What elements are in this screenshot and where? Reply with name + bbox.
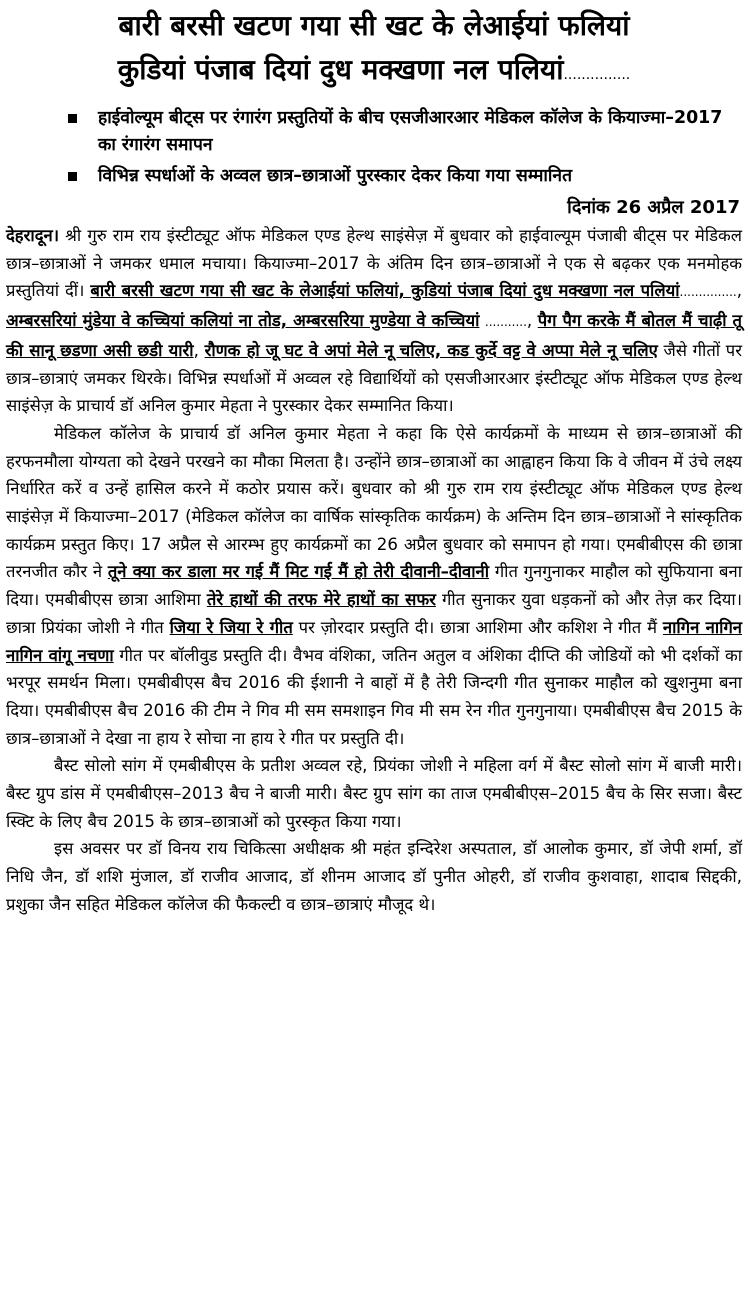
dateline-place: देहरादून।: [6, 226, 60, 245]
square-bullet-icon: [68, 114, 77, 123]
headline-dots: ...............: [563, 67, 631, 83]
song-title: जिया रे जिया रे गीत: [169, 617, 293, 637]
ellipsis: ...........: [484, 315, 527, 330]
highlight-item: [68, 105, 742, 159]
highlight-text: हाईवोल्यूम बीट्स पर रंगारंग प्रस्तुतियों के बीच एसजीआरआर मेडिकल कॉलेज के कियाज्मा–2017 का रंगारंग समापन: [98, 108, 723, 155]
song-title: पैग पैग करके मैं बोतल मैं चाढ़ी तू की सानू छडणा असी छडी यारी: [6, 311, 742, 360]
paragraph-1: [6, 222, 742, 420]
song-title: बारी बरसी खटण गया सी खट के लेआईयां फलियां, कुडियां पंजाब दियां दुध मक्खणा नल पलियां: [90, 281, 680, 301]
separator: ,: [193, 340, 205, 360]
text: जैसे गीतों पर छात्र–छात्राएं जमकर थिरके। विभिन्न स्पर्धाओं में अव्वल रहे विद्यार्थियों को एसजीआरआर इंस्टीट्यूट ऑफ मेडिकल एण्ड हेल्थ साइंसेज़ के प्राचार्य डॉ अनिल कुमार मेहता ने पुरस्कार देकर सम्मानित किया।: [6, 340, 742, 416]
dateline: दिनांक 26 अप्रैल 2017: [567, 197, 740, 218]
text: गीत पर बॉलीवुड प्रस्तुति दी। वैभव वंशिका, जतिन अतुल व अंशिका दीप्ति की जोडियों को भी दर्शकों का भरपूर समर्थन मिला। एमबीबीएस बैच 2016 की ईशानी ने बाहों में है तेरी जिन्दगी गीत सुनाकर माहौल को खुशनुमा बना दिया। एमबीबीएस बैच 2016 की टीम ने गिव मी सम समशाइन गिव मी सम रेन गीत गुनगुनाया। एमबीबीएस बैच 2015 के छात्र–छात्राओं ने देखा ना हाय रे सोचा ना हाय रे गीत पर प्रस्तुति दी।: [6, 645, 742, 748]
highlight-item: [68, 163, 742, 190]
text: मेडिकल कॉलेज के प्राचार्य डॉ अनिल कुमार मेहता ने कहा कि ऐसे कार्यक्रमों के माध्यम से छात्र–छात्राओं की हरफनमौला योग्यता को देखने परखने का मौका मिलता है। उन्होंने छात्र–छात्राओं का आह्वाहन किया कि वे जीवन में उंचे लक्ष्य निर्धारित करें व उन्हें हासिल करने में कठोर प्रयास करें। बुधवार को श्री गुरु राम राय इंस्टीट्यूट ऑफ मेडिकल एण्ड हेल्थ साइंसेज़ में कियाज्मा–2017 (मेडिकल कॉलेज का वार्षिक सांस्कृतिक कार्यक्रम) के अन्तिम दिन छात्र–छात्राओं ने सांस्कृतिक कार्यक्रम प्रस्तुत किए। 17 अप्रैल से आरम्भ हुए कार्यक्रमों का 26 अप्रैल बुधवार को समापन हो गया। एमबीबीएस की छात्रा तरनजीत कौर ने: [6, 423, 742, 582]
song-title: तेरे हाथों की तरफ मेरे हाथों का सफर: [206, 590, 436, 610]
text: गीत गुनगुनाकर माहौल को सुफियाना बना दिया। एमबीबीएस छात्रा आशिमा: [6, 562, 742, 610]
headline-line-1: बारी बरसी खटण गया सी खट के लेआईयां फलियां: [118, 9, 630, 42]
article-body: [6, 222, 742, 919]
separator: ,: [736, 281, 742, 301]
song-title: नागिन नागिन नागिन वांगू नचणा: [6, 617, 742, 665]
text: श्री गुरु राम राय इंस्टीट्यूट ऑफ मेडिकल एण्ड हेल्थ साइंसेज़ में बुधवार को हाईवाल्यूम पंजाबी बीट्स पर मेडिकल छात्र–छात्राओं ने जमकर धमाल मचाया। कियाज्मा–2017 के अंतिम दिन छात्र–छात्राओं ने एक से बढ़कर एक मनमोहक प्रस्तुतियां दीं।: [6, 226, 742, 301]
paragraph-3: बैस्ट सोलो सांग में एमबीबीएस के प्रतीश अव्वल रहे, प्रियंका जोशी ने महिला वर्ग में बैस्ट सोलो सांग में बाजी मारी। बैस्ट ग्रुप डांस में एमबीबीएस–2013 बैच ने बाजी मारी। बैस्ट ग्रुप सांग का ताज एमबीबीएस–2015 बैच के सिर सजा। बैस्ट स्क्टि के लिए बैच 2015 के छात्र–छात्राओं को पुरस्कृत किया गया।: [6, 756, 742, 831]
headline-line-2: कुडियां पंजाब दियां दुध मक्खणा नल पलियां: [117, 53, 564, 86]
text: गीत सुनाकर युवा धड़कनों को और तेज़ कर दिया। छात्रा प्रियंका जोशी ने गीत: [6, 590, 742, 637]
song-title: तूने क्या कर डाला मर गई मैं मिट गई मैं हो तेरी दीवानी–दीवानी: [107, 562, 490, 582]
ellipsis: ...............: [679, 285, 737, 300]
headline: [6, 0, 742, 97]
highlights-list: [6, 105, 742, 190]
paragraph-4: इस अवसर पर डॉ विनय राय चिकित्सा अधीक्षक श्री महंत इन्दिरेश अस्पताल, डॉ आलोक कुमार, डॉ जेपी शर्मा, डॉ निधि जैन, डॉ शशि मुंजाल, डॉ राजीव आजाद, डॉ शीनम आजाद डॉ पुनीत ओहरी, डॉ राजीव कुशवाहा, शादाब सिद्दकी, प्रशुका जैन सहित मेडिकल कॉलेज की फैकल्टी व छात्र–छात्राएं मौजूद थे।: [6, 839, 742, 914]
square-bullet-icon: [68, 172, 77, 181]
song-title: अम्बरसरियां मुंडेया वे कच्चियां कलियां ना तोड, अम्बरसरिया मुण्डेया वे कच्चियां: [6, 311, 480, 331]
song-title: रौणक हो जू घट वे अपां मेले नू चलिए, कड कुर्दे वट्ट वे अप्पा मेले नू चलिए: [204, 340, 658, 360]
text: पर ज़ोरदार प्रस्तुति दी। छात्रा आशिमा और कशिश ने गीत मैं: [292, 617, 663, 637]
highlight-text: विभिन्न स्पर्धाओं के अव्वल छात्र–छात्राओं पुरस्कार देकर किया गया सम्मानित: [98, 166, 572, 186]
paragraph-2: [6, 420, 742, 752]
separator: ,: [526, 311, 538, 331]
